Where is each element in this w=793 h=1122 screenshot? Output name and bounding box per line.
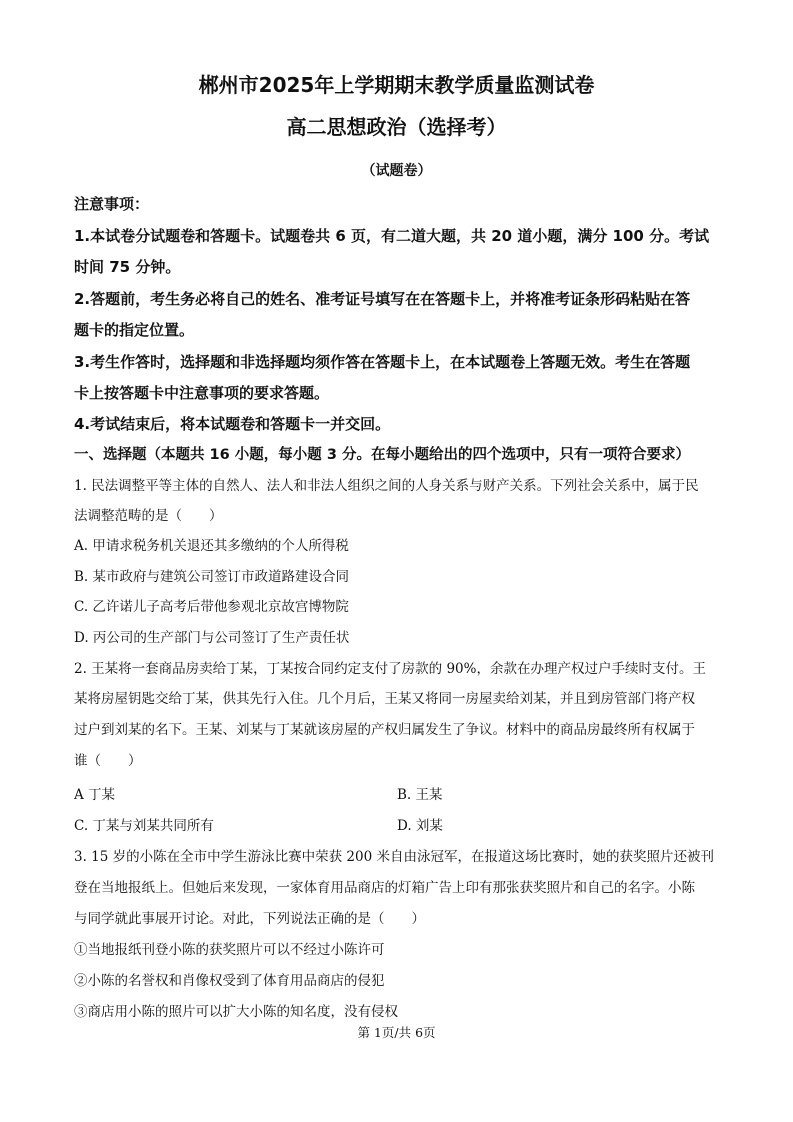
q1-option-b: B. 某市政府与建筑公司签订市政道路建设合同 [74, 569, 350, 585]
q3-statement-3: ③商店用小陈的照片可以扩大小陈的知名度，没有侵权 [74, 1004, 398, 1020]
q2-stem-line-1: 2. 王某将一套商品房卖给丁某，丁某按合同约定支付了房款的 90%，余款在办理产权过户手续时支付。王 [74, 661, 706, 677]
volume-label: （试题卷） [361, 163, 432, 179]
exam-title: 郴州市2025年上学期期末教学质量监测试卷 [198, 73, 595, 97]
q1-option-d: D. 丙公司的生产部门与公司签订了生产责任状 [74, 630, 350, 646]
note-2-line-2: 题卡的指定位置。 [74, 321, 195, 339]
q1-stem-line-1: 1. 民法调整平等主体的自然人、法人和非法人组织之间的人身关系与财产关系。下列社会关系中，属于民 [74, 478, 699, 494]
q1-option-a: A. 甲请求税务机关退还其多缴纳的个人所得税 [74, 538, 349, 554]
note-3-line-2: 卡上按答题卡中注意事项的要求答题。 [74, 384, 330, 402]
q3-statement-2: ②小陈的名誉权和肖像权受到了体育用品商店的侵犯 [74, 973, 385, 989]
exam-subtitle: 高二思想政治（选择考） [286, 115, 507, 139]
q3-stem-line-1: 3. 15 岁的小陈在全市中学生游泳比赛中荣获 200 米自由泳冠军，在报道这场比赛时，她的获奖照片还被刊 [74, 849, 714, 865]
notes-heading: 注意事项： [74, 195, 150, 213]
note-4: 4.考试结束后，将本试题卷和答题卡一并交回。 [74, 415, 391, 433]
q3-stem-line-2: 登在当地报纸上。但她后来发现，一家体育用品商店的灯箱广告上印有那张获奖照片和自己的名字。小陈 [74, 880, 695, 896]
q3-stem-line-3: 与同学就此事展开讨论。对此，下列说法正确的是（ ） [74, 911, 425, 927]
q1-stem-line-2: 法调整范畴的是（ ） [74, 508, 223, 524]
q2-option-a: A 丁某 [74, 787, 116, 803]
section-1-heading: 一、选择题（本题共 16 小题，每小题 3 分。在每小题给出的四个选项中，只有一项符合要求） [74, 447, 690, 463]
note-3-line-1: 3.考生作答时，选择题和非选择题均须作答在答题卡上，在本试题卷上答题无效。考生在答题 [74, 353, 691, 371]
q1-option-c: C. 乙许诺儿子高考后带他参观北京故宫博物院 [74, 599, 349, 615]
q2-option-c: C. 丁某与刘某共同所有 [74, 818, 214, 834]
q2-option-b: B. 王某 [397, 787, 443, 803]
note-2-line-1: 2.答题前，考生务必将自己的姓名、准考证号填写在在答题卡上，并将准考证条形码粘贴在答 [74, 290, 691, 308]
q2-option-d: D. 刘某 [397, 818, 443, 834]
q2-stem-line-3: 过户到刘某的名下。王某、刘某与丁某就该房屋的产权归属发生了争议。材料中的商品房最终所有权属于 [74, 722, 695, 738]
q3-statement-1: ①当地报纸刊登小陈的获奖照片可以不经过小陈许可 [74, 942, 385, 958]
note-1-line-1: 1.本试卷分试题卷和答题卡。试题卷共 6 页，有二道大题，共 20 道小题，满分 100 分。考试 [74, 227, 710, 245]
q2-stem-line-2: 某将房屋钥匙交给丁某，供其先行入住。几个月后，王某又将同一房屋卖给刘某，并且到房管部门将产权 [74, 691, 695, 707]
q2-stem-line-4: 谁（ ） [74, 753, 142, 769]
note-1-line-2: 时间 75 分钟。 [74, 258, 181, 276]
page-number-footer: 第 1页/共 6页 [357, 1025, 436, 1040]
